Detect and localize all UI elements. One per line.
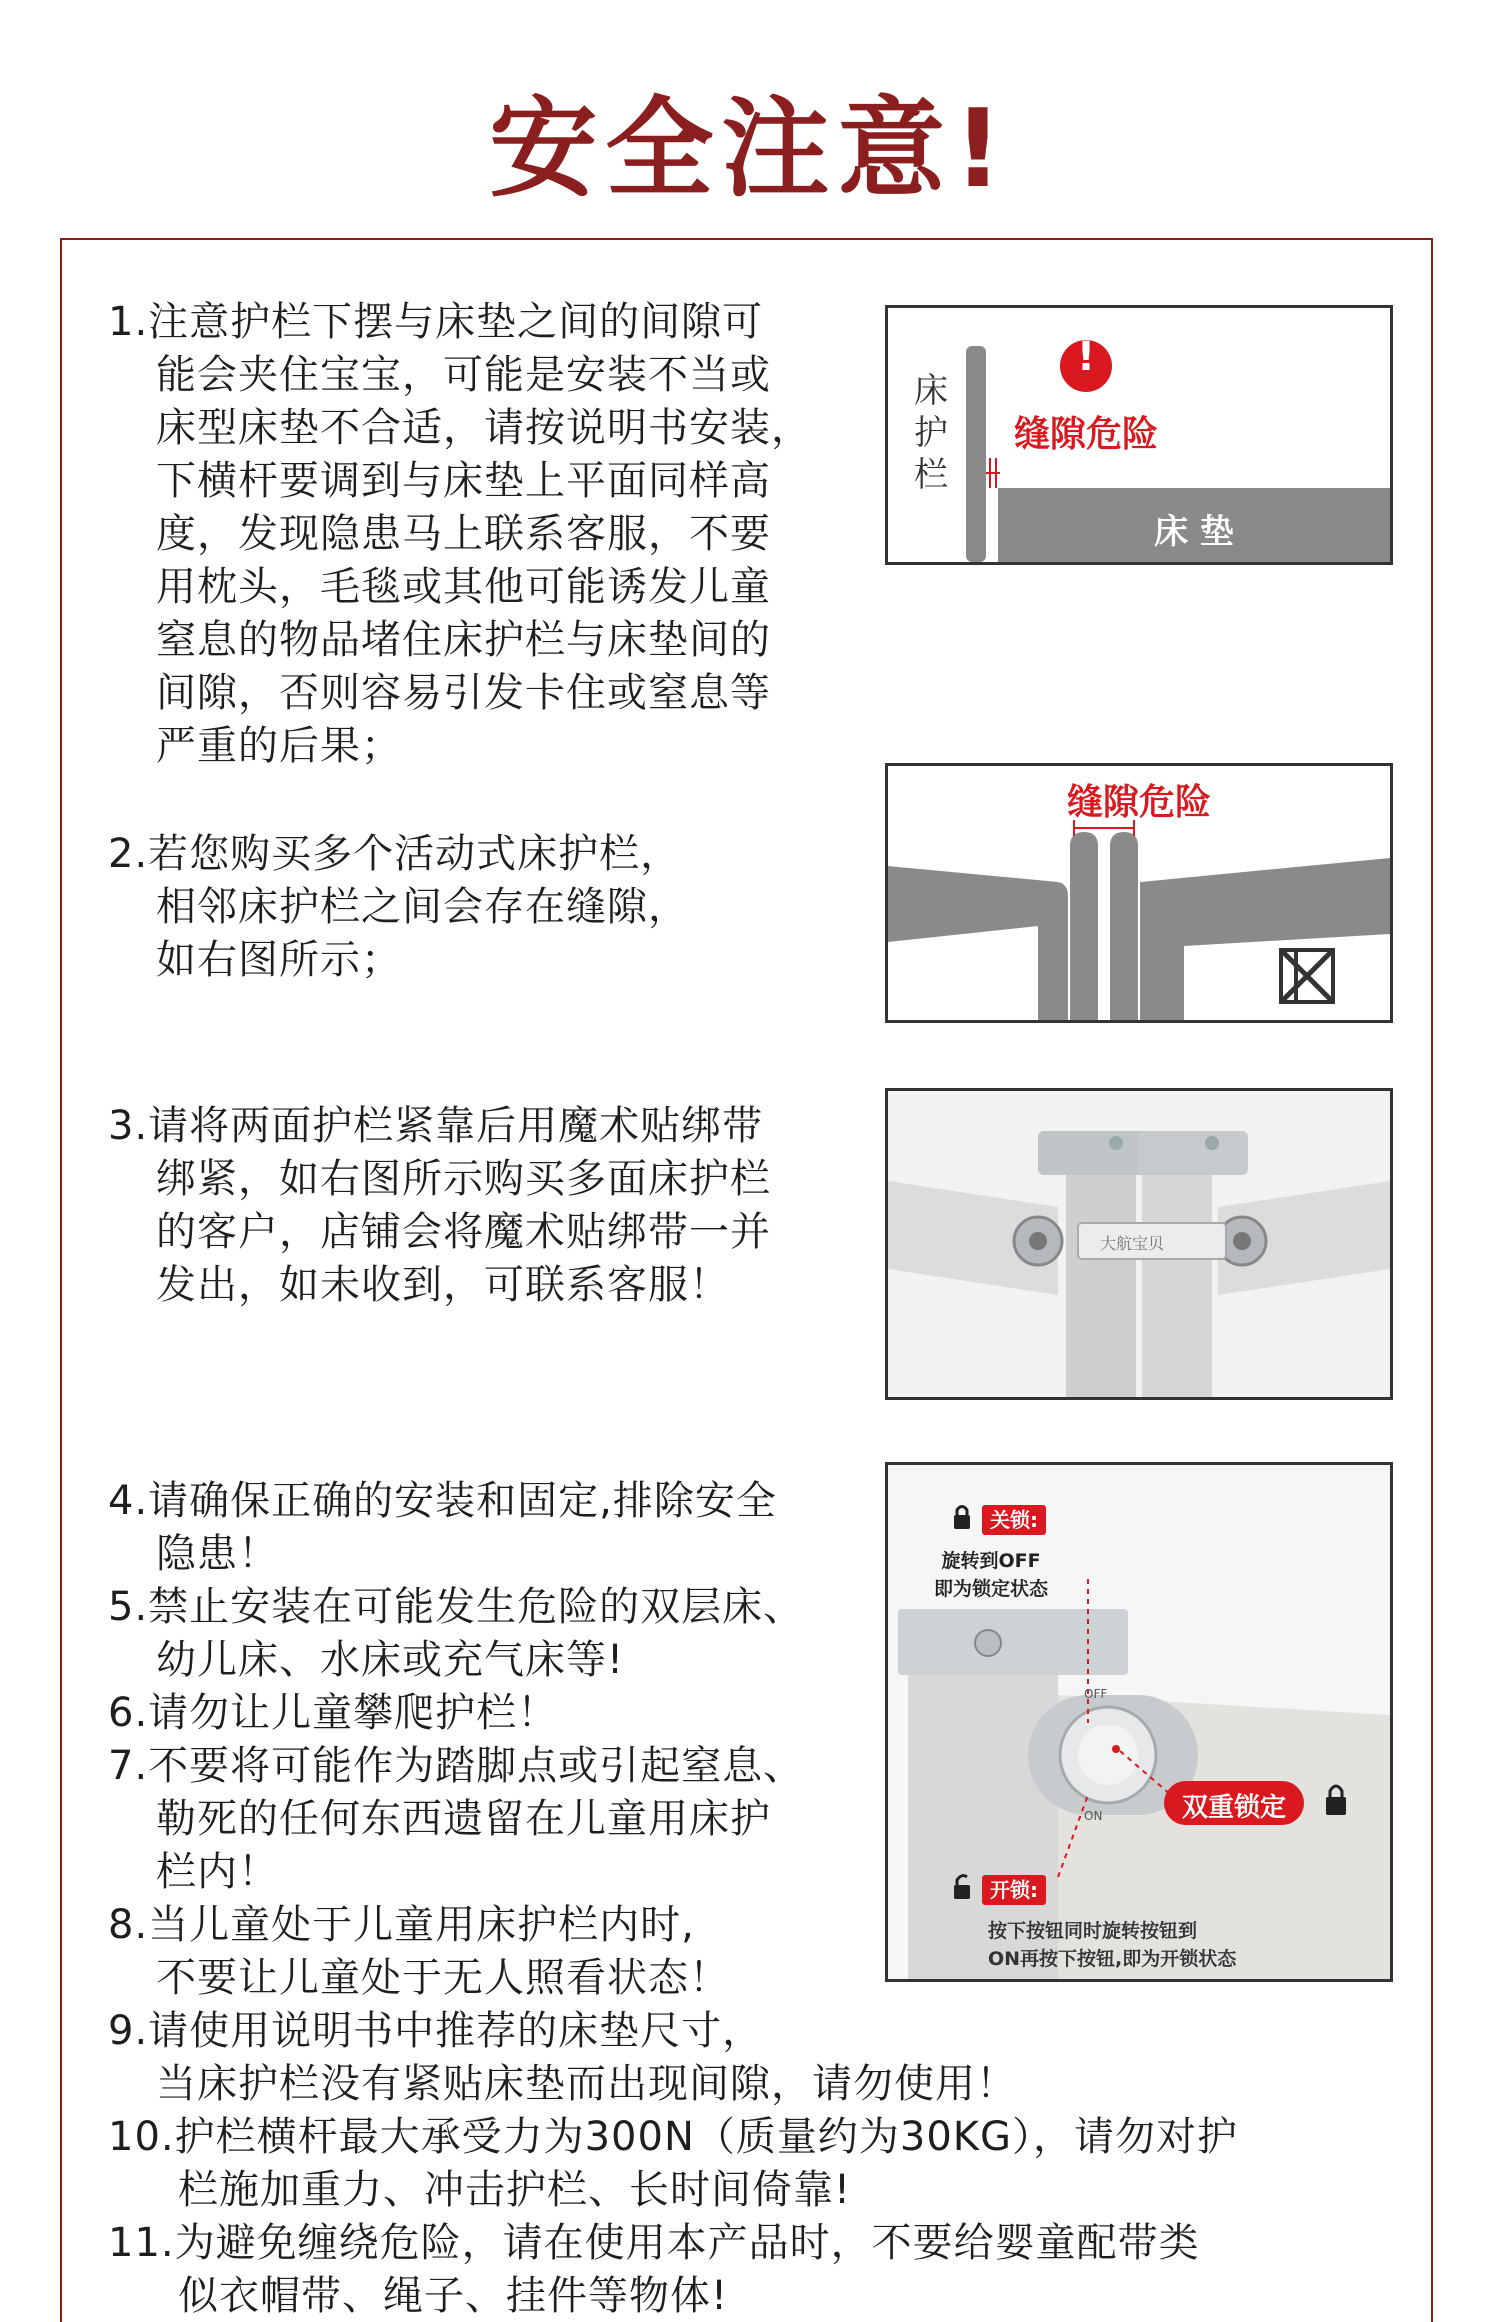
prohibited-icon [1281, 950, 1333, 1002]
off-text: OFF [1084, 1687, 1108, 1701]
right-rail-shape [1140, 858, 1390, 1020]
mattress-label: 床 垫 [1154, 512, 1234, 552]
left-post-shape [1070, 832, 1098, 1020]
left-post [1066, 1151, 1136, 1397]
rail-post [966, 346, 986, 562]
right-post [1142, 1151, 1212, 1397]
warning-mark: ! [1076, 334, 1096, 380]
top-cap [898, 1609, 1128, 1675]
unlock-label: 开锁: [982, 1875, 1046, 1905]
figure-velcro-strap [885, 1088, 1393, 1400]
right-post-shape [1110, 832, 1138, 1020]
unlock-desc: 按下按钮同时旋转按钮到 ON再按下按钮,即为开锁状态 [988, 1920, 1237, 1970]
figure-rail-gap [885, 305, 1393, 565]
double-lock-label: 双重锁定 [1181, 1793, 1286, 1823]
figure-double-lock [885, 1462, 1393, 1982]
lock-icon [954, 1515, 970, 1529]
notice-2: 2.若您购买多个活动式床护栏， 相邻床护栏之间会存在缝隙， 如右图所示； [108, 831, 689, 983]
danger-label: 缝隙危险 [1014, 414, 1159, 455]
danger-label: 缝隙危险 [1066, 782, 1211, 823]
lock-desc: 旋转到OFF 即为锁定状态 [934, 1550, 1049, 1600]
unlock-icon [954, 1885, 970, 1899]
left-rail-shape [888, 866, 1068, 1020]
page-title: 安全注意! [489, 87, 1011, 212]
notice-4-to-11: 4.请确保正确的安装和固定,排除安全 隐患！ 5.禁止安装在可能发生危险的双层床、 幼儿床、水床或充气床等! 6.请勿让儿童攀爬护栏！ 7.不要将可能作为踏脚点或引起窒息、 勒死的任何东西遗留在儿童用床护 栏内！ 8.当儿童处于儿童用床护栏内时, 不要让儿童处于无人照看状态！ 9.请使用说明书中推荐的床垫尺寸， 当床护栏没有紧贴床垫而出现间隙，请勿使用！ 10.护栏横杆最大承受力为300N（质量约为30KG），请勿对护 栏施加重力、冲击护栏、长时间倚靠! 11.为避免缠绕危险，请在使用本产品时，不要给婴童配带类 似衣帽带、绳子、挂件等物体! [108, 1478, 1239, 2319]
notice-3: 3.请将两面护栏紧靠后用魔术贴绑带 绑紧，如右图所示购买多面床护栏 的客户，店铺会将魔术贴绑带一并 发出，如未收到，可联系客服！ [108, 1103, 771, 1308]
brand-text: 大航宝贝 [1100, 1234, 1165, 1253]
lock-label: 关锁: [982, 1505, 1046, 1535]
notice-1: 1.注意护栏下摆与床垫之间的间隙可 能会夹住宝宝，可能是安装不当或 床型床垫不合适，请按说明书安装， 下横杆要调到与床垫上平面同样高 度，发现隐患马上联系客服，不要 用枕头，毛毯或其他可能诱发儿童 窒息的物品堵住床护栏与床垫间的 间隙，否则容易引发卡住或窒息等 严重的后果； [108, 299, 812, 769]
padlock-icon [1326, 1797, 1346, 1815]
on-text: ON [1084, 1809, 1103, 1823]
figure-adjacent-gap [885, 763, 1393, 1023]
rail-label: 床护栏 [914, 371, 948, 495]
